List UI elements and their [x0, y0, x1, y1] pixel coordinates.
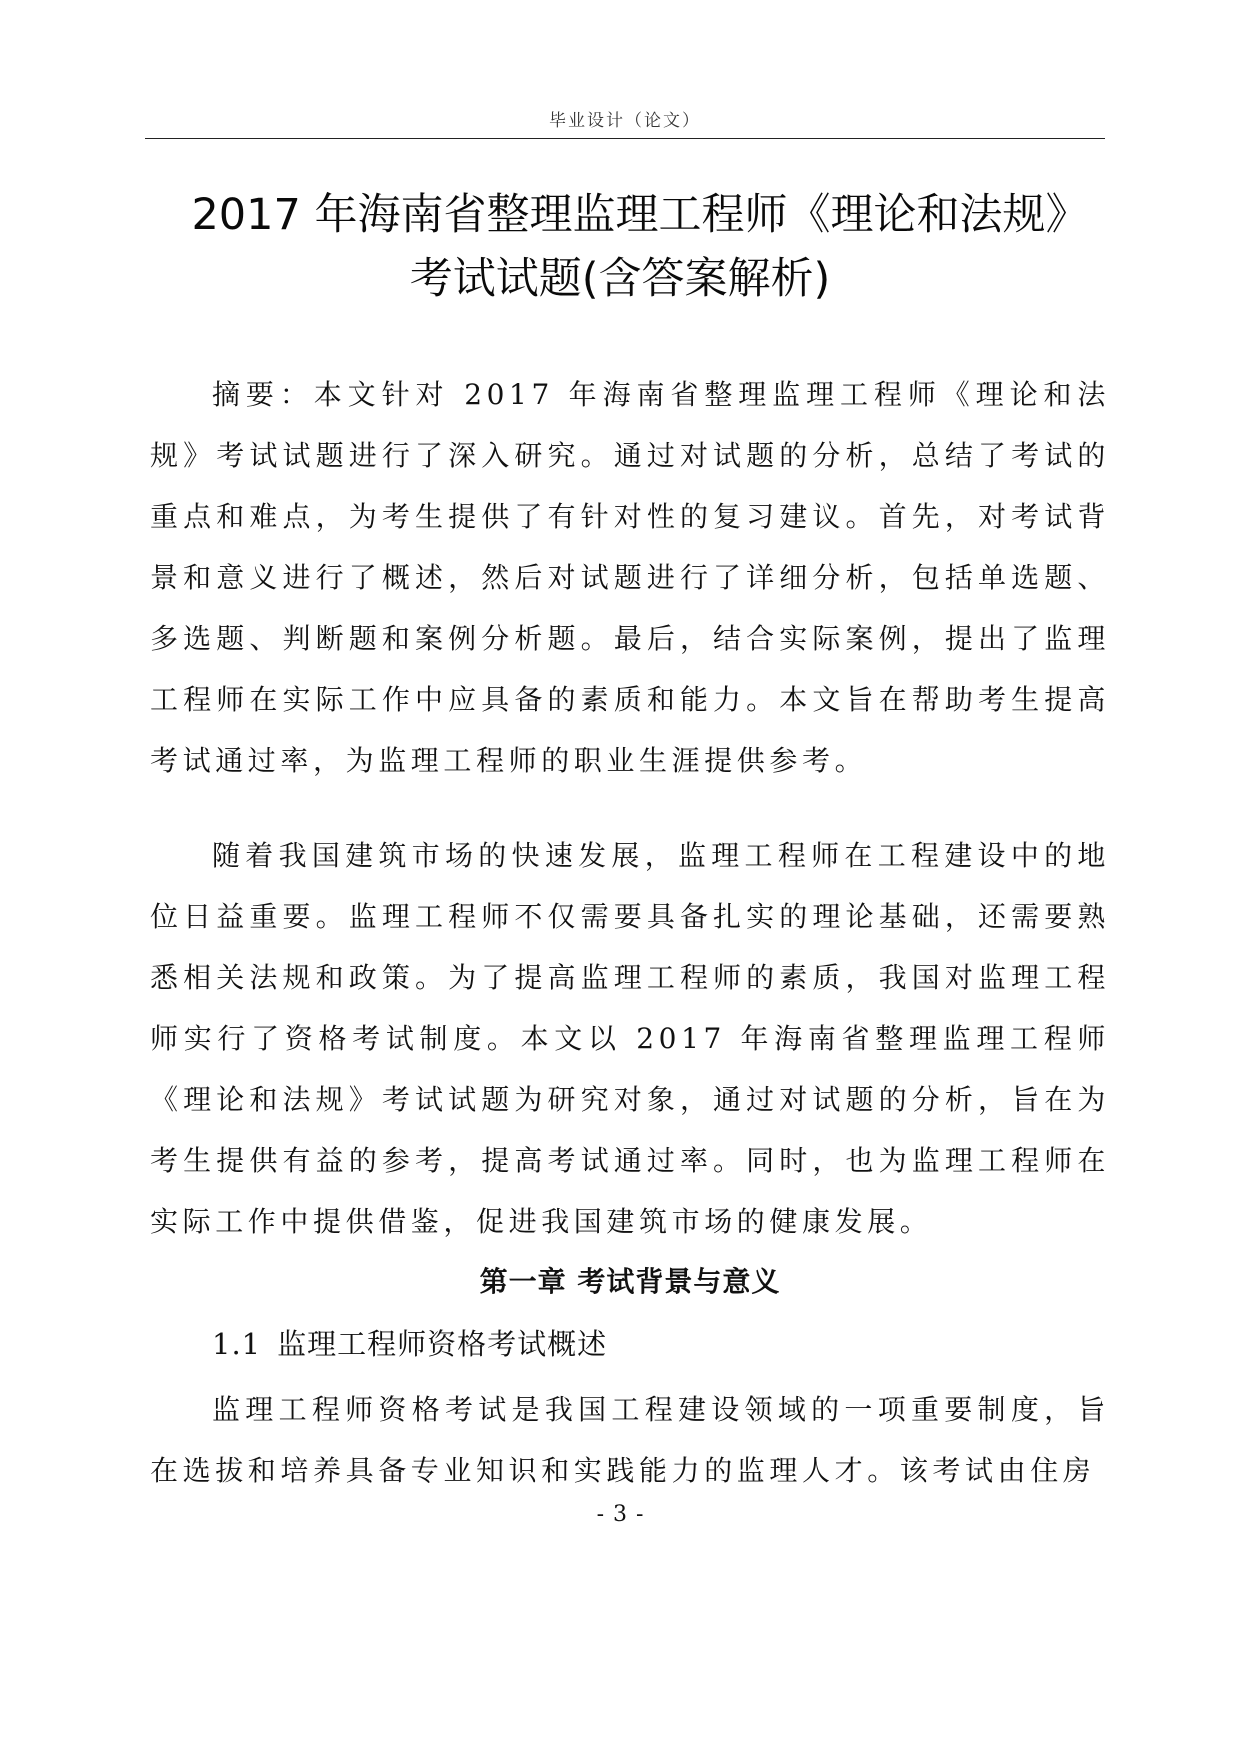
chapter-heading: 第一章 考试背景与意义 — [479, 1265, 781, 1298]
section-number: 1.1 — [212, 1327, 262, 1361]
document-title-line-2: 考试试题(含答案解析) — [409, 254, 831, 304]
section-title: 监理工程师资格考试概述 — [277, 1327, 608, 1361]
introduction-paragraph: 随着我国建筑市场的快速发展，监理工程师在工程建设中的地位日益重要。监理工程师不仅需要具备扎实的理论基础，还需要熟悉相关法规和政策。为了提高监理工程师的素质，我国对监理工程师实行了资格考试制度。本文以 2017 年海南省整理监理工程师《理论和法规》考试试题为研究对象，通过对试题的分析，旨在为考生提供有益的参考，提高考试通过率。同时，也为监理工程师在实际工作中提供借鉴，促进我国建筑市场的健康发展。 — [150, 839, 1110, 1238]
page-header — [145, 96, 1105, 139]
section-body-paragraph: 监理工程师资格考试是我国工程建设领域的一项重要制度，旨在选拔和培养具备专业知识和实践能力的监理人才。该考试由住房 — [150, 1393, 1110, 1487]
document-title-line-1: 2017 年海南省整理监理工程师《理论和法规》 — [191, 190, 1089, 240]
running-title: 毕业设计（论文） — [549, 111, 701, 131]
abstract-paragraph: 摘要：本文针对 2017 年海南省整理监理工程师《理论和法规》考试试题进行了深入研究。通过对试题的分析，总结了考试的重点和难点，为考生提供了有针对性的复习建议。首先，对考试背景和意义进行了概述，然后对试题进行了详细分析，包括单选题、多选题、判断题和案例分析题。最后，结合实际案例，提出了监理工程师在实际工作中应具备的素质和能力。本文旨在帮助考生提高考试通过率，为监理工程师的职业生涯提供参考。 — [150, 378, 1110, 777]
page-number: - 3 - — [596, 1502, 645, 1527]
section-heading — [212, 1322, 607, 1363]
